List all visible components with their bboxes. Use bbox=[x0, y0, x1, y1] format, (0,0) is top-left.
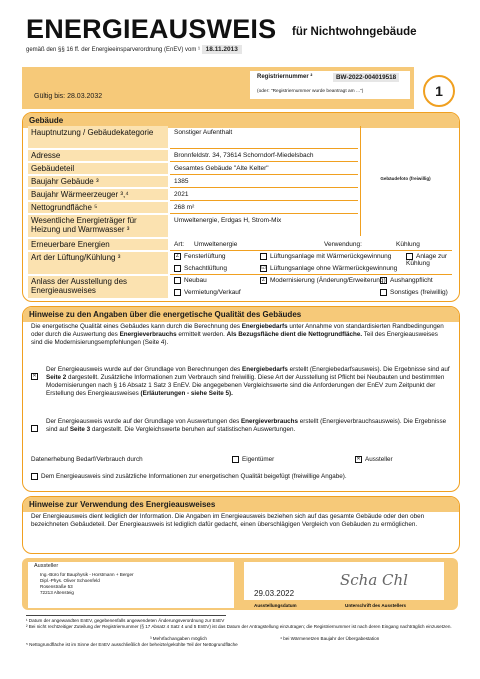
occasion-text: Sonstiges (freiwillig) bbox=[390, 289, 448, 297]
checkbox-checked: Z bbox=[261, 277, 266, 283]
table-divider bbox=[170, 213, 358, 214]
footnote-1: ¹ Datum der angewandten EnEV, gegebenenfalls angewendeten Änderungsverordnung zur EnEV bbox=[26, 618, 225, 623]
option-bold: (Erläuterungen - siehe Seite 5). bbox=[140, 390, 233, 398]
value-gebaeudeteil: Gesamtes Gebäude "Alte Kelter" bbox=[174, 165, 269, 172]
renewable-use-value: Kühlung bbox=[396, 241, 420, 248]
occasion-aushang bbox=[380, 277, 433, 284]
issuer-line: Dipl.-Phys. Oliver Schoenfeld bbox=[40, 578, 100, 583]
footnote-divider bbox=[26, 615, 226, 616]
value-nettogrundflaeche: 268 m² bbox=[174, 204, 195, 211]
option-text: Der Energieausweis wurde auf der Grundlage von Berechnungen des bbox=[46, 366, 243, 373]
intro-text: Teil des Energieausweises sind die Modernisierungsempfehlungen (Seite 4). bbox=[31, 331, 438, 347]
checkbox-empty bbox=[260, 253, 267, 260]
option-bold: Energieverbrauchs bbox=[240, 418, 299, 425]
occasion-text: Neubau bbox=[184, 277, 207, 285]
document-subtitle: für Nichtwohngebäude bbox=[292, 26, 417, 38]
data-collection-label: Datenerhebung Bedarf/Verbrauch durch bbox=[31, 456, 143, 463]
occasion-text: Aushangpflicht bbox=[390, 277, 433, 285]
issuer-line: Rosenstraße 53 bbox=[40, 584, 73, 589]
intro-bold: Energieverbrauchs bbox=[119, 331, 177, 339]
table-divider bbox=[170, 187, 358, 188]
vent-option-text: Lüftungsanlage ohne Wärmerückgewinnung bbox=[270, 265, 398, 273]
attachment-text: Dem Energieausweis sind zusätzliche Informationen zur energetischen Qualität beigefügt (freiwillige Angabe). bbox=[41, 473, 347, 481]
occasion-text: Modernisierung (Änderung/Erweiterung) bbox=[270, 277, 386, 285]
checkbox-checked: Z bbox=[175, 253, 180, 259]
table-divider bbox=[170, 274, 452, 275]
photo-label: Gebäudefoto (freiwillig) bbox=[380, 176, 431, 181]
option-bold: Seite 2 bbox=[46, 374, 67, 382]
checkbox-empty bbox=[232, 456, 239, 463]
option-text: Der Energieausweis wurde auf der Grundlage von Auswertungen des bbox=[46, 418, 241, 425]
vent-option-text: Anlage zur Kühlung bbox=[406, 253, 448, 268]
valid-until: Gültig bis: 28.03.2032 bbox=[34, 93, 103, 100]
option-bold: Energiebedarfs bbox=[242, 366, 288, 373]
intro-text: ermittelt werden. bbox=[176, 331, 227, 339]
value-waermeerzeuger: 2021 bbox=[174, 191, 189, 198]
checkbox-empty bbox=[174, 289, 181, 296]
intro-bold: Als Bezugsfläche dient die Nettogrundfläche. bbox=[226, 331, 363, 339]
footnote-5: ⁵ Nettogrundfläche ist im Sinne der EnEV ausschließlich der beheizte/gekühlte Teil der Nettogrundfläche bbox=[26, 642, 238, 647]
vent-option-fenster bbox=[174, 253, 226, 260]
option-bedarfsausweis bbox=[46, 366, 450, 398]
checkbox-empty bbox=[406, 253, 413, 260]
vent-option-kuehlung bbox=[406, 253, 452, 267]
option-verbrauchsausweis bbox=[46, 418, 450, 434]
label-adresse: Adresse bbox=[31, 151, 61, 160]
footnote-3: ³ Mehrfachangaben möglich bbox=[150, 636, 207, 641]
renewable-use-label: Verwendung: bbox=[324, 241, 362, 248]
option-text: dargestellt. Die Vergleichswerte beruhen auf statistischen Auswertungen. bbox=[90, 426, 296, 434]
label-lueftung: Art der Lüftung/Kühlung ³ bbox=[31, 253, 121, 262]
photo-box bbox=[360, 126, 453, 236]
footnote-4: ⁴ bei Wärmenetzen Baujahr der Übergabestation bbox=[280, 636, 380, 641]
table-divider bbox=[170, 161, 358, 162]
occasion-neubau bbox=[174, 277, 207, 284]
intro-text: Die energetische Qualität eines Gebäudes kann durch die Berechnung des bbox=[31, 323, 242, 330]
hints-quality-intro bbox=[31, 323, 451, 347]
checkbox-empty bbox=[174, 265, 181, 272]
occasion-vermietung bbox=[174, 289, 241, 296]
vent-option-text: Schachtlüftung bbox=[184, 265, 228, 273]
label-erneuerbare: Erneuerbare Energien bbox=[31, 240, 110, 249]
data-issuer bbox=[355, 456, 393, 464]
occasion-text: Vermietung/Verkauf bbox=[184, 289, 241, 297]
checkbox-empty bbox=[174, 277, 181, 284]
law-reference bbox=[26, 46, 242, 53]
option-text: dargestellt. Zusätzliche Informationen zum Verbrauch sind freiwillig. Diese Art der Ausstellung ist Pflicht bei Neubauten und bestimmten Modernisierungen nach § 16 Absatz 1 Satz 3 EnEV. Die angegebenen Vergleichswerte sind die Anforderungen der EnEV zum Zeitpunkt der Erstellung des Energieausweises bbox=[46, 374, 445, 398]
table-divider bbox=[170, 250, 452, 251]
option-bold: Seite 3 bbox=[69, 426, 91, 434]
checkbox-checked: ☑ bbox=[261, 265, 266, 271]
renewable-art-value: Umweltenergie bbox=[194, 241, 238, 248]
option-text: erstellt (Energiebedarfsausweis). Die Ergebnisse sind auf bbox=[287, 366, 450, 373]
attachment-note bbox=[31, 473, 451, 481]
value-energietraeger: Umweltenergie, Erdgas H, Strom-Mix bbox=[174, 217, 282, 224]
renewable-art-label: Art: bbox=[174, 241, 185, 248]
checkbox-empty bbox=[31, 473, 38, 480]
owner-text: Eigentümer bbox=[242, 456, 275, 464]
vent-option-text: Lüftungsanlage mit Wärmerückgewinnung bbox=[270, 253, 392, 261]
value-hauptnutzung: Sonstiger Aufenthalt bbox=[174, 129, 233, 136]
page-number-badge: 1 bbox=[423, 75, 455, 107]
vent-option-ohne-wrg bbox=[260, 265, 397, 272]
law-date: 18.11.2013 bbox=[202, 45, 242, 54]
hints-usage-text: Der Energieausweis dient lediglich der Information. Die Angaben im Energieausweis beziehen sich auf das gesamte Gebäude oder den oben bezeichneten Gebäudeteil. Der Energieausweis ist lediglich dafür gedacht, einen überschlägigen Vergleich von Gebäuden zu ermöglichen. bbox=[31, 513, 425, 529]
signature-label: Unterschrift des Ausstellers bbox=[345, 603, 407, 608]
occasion-modernisierung bbox=[260, 277, 400, 284]
label-anlass: Anlass der Ausstellung des Energieausweises bbox=[31, 277, 128, 295]
issue-date: 29.03.2022 bbox=[254, 589, 295, 598]
vent-option-wrg bbox=[260, 253, 391, 260]
label-waermeerzeuger: Baujahr Wärmeerzeuger ³,⁴ bbox=[31, 190, 129, 199]
table-divider bbox=[170, 174, 358, 175]
issuer-text: Aussteller bbox=[365, 456, 393, 464]
building-section-title: Gebäude bbox=[23, 113, 459, 128]
occasion-sonstiges bbox=[380, 289, 448, 296]
document-title: ENERGIEAUSWEIS bbox=[26, 14, 277, 44]
checkbox-empty bbox=[31, 425, 38, 432]
checkbox-empty bbox=[380, 289, 387, 296]
issue-date-label: Ausstellungsdatum bbox=[254, 603, 297, 608]
option-text: erstellt (Energieverbrauchsausweis). Die Ergebnisse sind auf bbox=[46, 418, 447, 434]
data-owner bbox=[232, 456, 274, 464]
registration-number: BW-2022-004019518 bbox=[333, 73, 399, 82]
checkbox-empty bbox=[380, 277, 387, 284]
label-energietraeger: Wesentliche Energieträger für Heizung und Warmwasser ³ bbox=[31, 216, 137, 234]
table-divider bbox=[170, 200, 358, 201]
issuer-line: 72213 Altensteig bbox=[40, 590, 74, 595]
value-adresse: Bronnfeldstr. 34, 73614 Schorndorf-Miedelsbach bbox=[174, 152, 314, 159]
registration-label: Registriernummer ² bbox=[257, 74, 313, 80]
hints-usage-title: Hinweise zur Verwendung des Energieausweises bbox=[23, 497, 459, 512]
law-text: gemäß den §§ 16 ff. der Energieeinsparverordnung (EnEV) vom ¹ bbox=[26, 47, 200, 53]
label-nettogrundflaeche: Nettogrundfläche ⁵ bbox=[31, 203, 98, 212]
issuer-label: Aussteller bbox=[34, 563, 59, 569]
intro-bold: Energiebedarfs bbox=[241, 323, 288, 330]
label-baujahr: Baujahr Gebäude ³ bbox=[31, 177, 99, 186]
checkbox-bedarf bbox=[31, 368, 41, 386]
vent-option-text: Fensterlüftung bbox=[184, 253, 226, 261]
checkbox-verbrauch bbox=[31, 420, 41, 438]
issuer-line: Ing.-Büro für Bauphysik - Horstmann + Berger bbox=[40, 572, 134, 577]
hints-quality-title: Hinweise zu den Angaben über die energetische Qualität des Gebäudes bbox=[23, 307, 459, 322]
vent-option-schacht bbox=[174, 265, 227, 272]
label-hauptnutzung: Hauptnutzung / Gebäudekategorie bbox=[31, 128, 154, 137]
intro-text: unter Annahme von standardisierten Randbedingungen oder durch die Auswertung des bbox=[31, 323, 444, 339]
checkbox-checked: ✕ bbox=[356, 456, 361, 462]
signature: Scha Chl bbox=[340, 571, 408, 589]
footnote-2: ² Bei nicht rechtzeitiger Zuteilung der Registriernummer (§ 17 Absatz 4 Satz 4 und 5 EnEV) ist das Datum der Antragstellung einzutragen; die Registriernummer ist nach deren Eingang nachträglich einzusetzen. bbox=[26, 624, 452, 629]
checkbox-checked: ✕ bbox=[32, 373, 37, 380]
registration-note: (oder: "Registriernummer wurde beantragt am ...") bbox=[257, 89, 364, 94]
table-divider bbox=[170, 148, 358, 149]
value-baujahr: 1385 bbox=[174, 178, 189, 185]
label-gebaeudeteil: Gebäudeteil bbox=[31, 164, 75, 173]
